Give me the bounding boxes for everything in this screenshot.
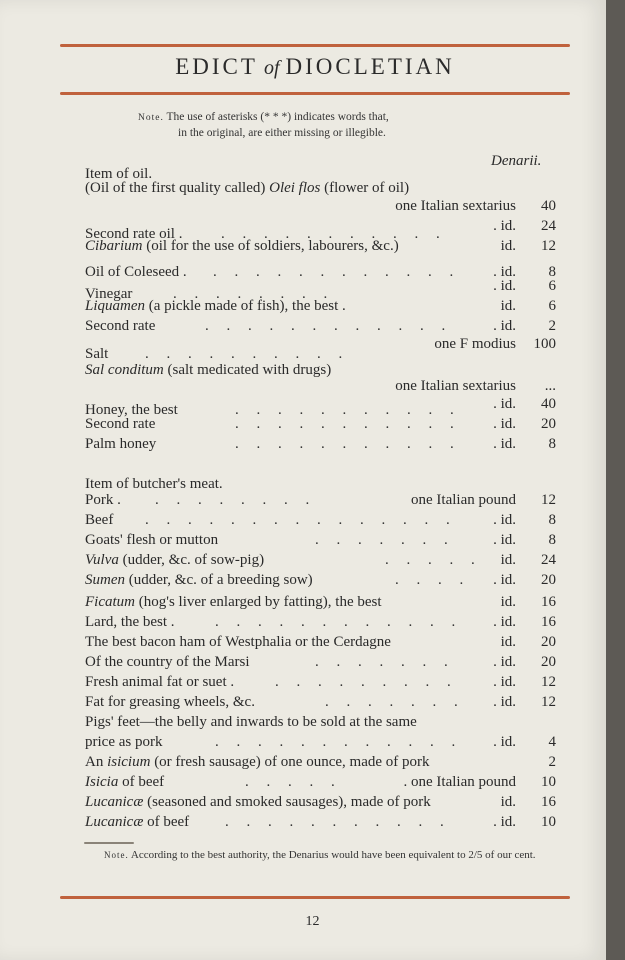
page-number: 12 bbox=[305, 914, 320, 929]
item-label: Salt bbox=[85, 346, 109, 362]
item-label: Sal conditum (salt medicated with drugs) bbox=[85, 362, 332, 378]
item-label: Goats' flesh or mutton bbox=[85, 532, 219, 548]
item-unit: . id. bbox=[493, 532, 516, 548]
item-label: Pork . bbox=[85, 492, 121, 508]
title-diocletian: DIOCLETIAN bbox=[285, 54, 455, 79]
denarii-value: 4 bbox=[548, 734, 556, 750]
leader-dots: . . . . . . . . . . . . . . . bbox=[145, 512, 457, 528]
denarii-value: 6 bbox=[548, 298, 556, 314]
item-label: Fat for greasing wheels, &c. bbox=[85, 694, 255, 710]
item-unit: . id. bbox=[493, 264, 516, 280]
denarii-value: 8 bbox=[548, 264, 556, 280]
price-line bbox=[85, 296, 556, 316]
denarii-value: 24 bbox=[541, 218, 556, 234]
leader-dots: . . . . . . . . bbox=[155, 492, 317, 508]
item-label: Item of butcher's meat. bbox=[85, 476, 223, 492]
item-unit: . id. bbox=[493, 416, 516, 432]
item-unit: one Italian sextarius bbox=[395, 378, 516, 394]
denarii-value: 16 bbox=[541, 594, 556, 610]
footnote-text: According to the best authority, the Denarius would have been equivalent to 2/5 of our cent. bbox=[130, 849, 536, 861]
price-line bbox=[85, 316, 556, 336]
leader-dots: . . . . . bbox=[385, 552, 482, 568]
denarii-value: ... bbox=[544, 378, 556, 394]
price-line bbox=[85, 530, 556, 550]
denarii-value: 8 bbox=[548, 532, 556, 548]
item-unit: . id. bbox=[493, 318, 516, 334]
price-line bbox=[85, 712, 556, 732]
item-unit: . id. bbox=[493, 734, 516, 750]
item-label: Palm honey bbox=[85, 436, 157, 452]
price-line bbox=[85, 196, 556, 216]
denarii-value: 16 bbox=[541, 794, 556, 810]
item-label: Cibarium (oil for the use of soldiers, labourers, &c.) bbox=[85, 238, 399, 254]
leader-dots: . . . . . . . . . bbox=[275, 674, 458, 690]
leader-dots: . . . . . . . . . . . . bbox=[215, 734, 463, 750]
leader-dots: . . . . . . . bbox=[315, 532, 455, 548]
item-unit: . id. bbox=[493, 814, 516, 830]
denarii-value: 20 bbox=[541, 572, 556, 588]
asterisk-note-line2: in the original, are either missing or illegible. bbox=[178, 127, 386, 139]
item-label: price as pork bbox=[85, 734, 163, 750]
footnote-label: Note. bbox=[104, 850, 129, 860]
item-label: (Oil of the first quality called) Olei flos (flower of oil) bbox=[85, 180, 410, 196]
leader-dots: . . . . . . . bbox=[315, 654, 455, 670]
price-line bbox=[85, 178, 556, 198]
denarii-value: 12 bbox=[541, 238, 556, 254]
denarii-column-header: Denarii. bbox=[491, 153, 542, 169]
denarii-value: 16 bbox=[541, 614, 556, 630]
denarii-value: 40 bbox=[541, 396, 556, 412]
item-label: Sumen (udder, &c. of a breeding sow) bbox=[85, 572, 313, 588]
item-unit: . id. bbox=[493, 694, 516, 710]
item-label: Second rate oil . bbox=[85, 226, 183, 242]
leader-dots: . . . . . . . . . . . bbox=[235, 402, 461, 418]
bottom-rule bbox=[60, 896, 570, 899]
denarii-value: 6 bbox=[548, 278, 556, 294]
leader-dots: . . . . . . . . bbox=[173, 286, 335, 302]
price-line bbox=[85, 692, 556, 712]
price-line bbox=[85, 752, 556, 772]
denarii-value: 10 bbox=[541, 774, 556, 790]
price-line bbox=[85, 732, 556, 752]
title-of: of bbox=[263, 57, 280, 79]
leader-dots: . . . . . . . bbox=[325, 694, 465, 710]
price-line bbox=[85, 490, 556, 510]
price-line bbox=[85, 792, 556, 812]
item-unit: id. bbox=[500, 794, 516, 810]
price-line bbox=[85, 434, 556, 454]
price-line bbox=[85, 414, 556, 434]
item-unit: one Italian pound bbox=[411, 492, 516, 508]
item-label: Honey, the best bbox=[85, 402, 178, 418]
price-line bbox=[85, 632, 556, 652]
denarii-value: 20 bbox=[541, 416, 556, 432]
price-line bbox=[85, 812, 556, 832]
item-label: Oil of Coleseed . bbox=[85, 264, 187, 280]
item-unit: id. bbox=[500, 634, 516, 650]
leader-dots: . . . . . . . . . . . bbox=[235, 436, 461, 452]
item-unit: id. bbox=[500, 594, 516, 610]
item-label: Vulva (udder, &c. of sow-pig) bbox=[85, 552, 265, 568]
asterisk-note-label: Note. bbox=[138, 113, 164, 123]
asterisk-note-line1: The use of asterisks (* * *) indicates words that, bbox=[166, 111, 389, 123]
price-line bbox=[85, 652, 556, 672]
leader-dots: . . . . . . . . . . . bbox=[235, 416, 461, 432]
denarii-value: 12 bbox=[541, 694, 556, 710]
item-label: Beef bbox=[85, 512, 114, 528]
leader-dots: . . . . bbox=[395, 572, 471, 588]
price-line bbox=[85, 510, 556, 530]
denarii-value: 8 bbox=[548, 436, 556, 452]
leader-dots: . . . . . . . . . . . . bbox=[215, 614, 463, 630]
item-label: Pigs' feet—the belly and inwards to be sold at the same bbox=[85, 714, 417, 730]
denarii-value: 12 bbox=[541, 674, 556, 690]
item-label: Vinegar bbox=[85, 286, 133, 302]
item-label: Second rate bbox=[85, 318, 156, 334]
item-label: Lucanicæ (seasoned and smoked sausages), made of pork bbox=[85, 794, 431, 810]
item-label: Liquamen (a pickle made of fish), the best . bbox=[85, 298, 346, 314]
denarius-footnote bbox=[84, 848, 564, 862]
price-line bbox=[85, 376, 556, 396]
item-unit: . id. bbox=[493, 572, 516, 588]
item-label: The best bacon ham of Westphalia or the Cerdagne bbox=[85, 634, 391, 650]
item-label: Ficatum (hog's liver enlarged by fatting), the best bbox=[85, 594, 382, 610]
item-label: An isicium (or fresh sausage) of one ounce, made of pork bbox=[85, 754, 430, 770]
leader-dots: . . . . . . . . . . . bbox=[225, 814, 451, 830]
item-unit: . id. bbox=[493, 512, 516, 528]
leader-dots: . . . . . . . . . . . bbox=[221, 226, 447, 242]
denarii-value: 2 bbox=[548, 318, 556, 334]
title-edict: EDICT bbox=[175, 54, 258, 79]
item-label: Lard, the best . bbox=[85, 614, 175, 630]
price-line bbox=[85, 550, 556, 570]
denarii-value: 24 bbox=[541, 552, 556, 568]
page-title bbox=[60, 54, 570, 80]
item-label: Item of oil. bbox=[85, 166, 153, 182]
price-line bbox=[85, 772, 556, 792]
leader-dots: . . . . . bbox=[245, 774, 342, 790]
denarii-value: 40 bbox=[541, 198, 556, 214]
item-unit: . id. bbox=[493, 654, 516, 670]
title-under-rule bbox=[60, 92, 570, 95]
item-unit: one F modius bbox=[434, 336, 516, 352]
item-unit: . id. bbox=[493, 614, 516, 630]
denarii-value: 10 bbox=[541, 814, 556, 830]
item-unit: . id. bbox=[493, 396, 516, 412]
denarii-value: 8 bbox=[548, 512, 556, 528]
item-unit: id. bbox=[500, 238, 516, 254]
item-unit: . id. bbox=[493, 278, 516, 294]
item-unit: . id. bbox=[493, 218, 516, 234]
leader-dots: . . . . . . . . . . . . bbox=[213, 264, 461, 280]
asterisk-note bbox=[138, 110, 518, 141]
denarii-value: 100 bbox=[533, 336, 556, 352]
top-rule bbox=[60, 44, 570, 47]
item-label: Fresh animal fat or suet . bbox=[85, 674, 235, 690]
item-unit: . one Italian pound bbox=[403, 774, 516, 790]
footnote-rule bbox=[84, 842, 134, 844]
denarii-value: 20 bbox=[541, 654, 556, 670]
item-label: Isicia of beef bbox=[85, 774, 165, 790]
item-unit: one Italian sextarius bbox=[395, 198, 516, 214]
price-line bbox=[85, 570, 556, 590]
item-unit: . id. bbox=[493, 674, 516, 690]
price-line bbox=[85, 612, 556, 632]
item-unit: id. bbox=[500, 552, 516, 568]
price-line bbox=[85, 236, 556, 256]
item-unit: id. bbox=[500, 298, 516, 314]
leader-dots: . . . . . . . . . . . . bbox=[205, 318, 453, 334]
price-line bbox=[85, 592, 556, 612]
leader-dots: . . . . . . . . . . bbox=[145, 346, 350, 362]
item-label: Of the country of the Marsi bbox=[85, 654, 250, 670]
denarii-value: 2 bbox=[548, 754, 556, 770]
item-label: Lucanicæ of beef bbox=[85, 814, 190, 830]
denarii-value: 20 bbox=[541, 634, 556, 650]
denarii-value: 12 bbox=[541, 492, 556, 508]
price-line bbox=[85, 672, 556, 692]
item-label: Second rate bbox=[85, 416, 156, 432]
item-unit: . id. bbox=[493, 436, 516, 452]
